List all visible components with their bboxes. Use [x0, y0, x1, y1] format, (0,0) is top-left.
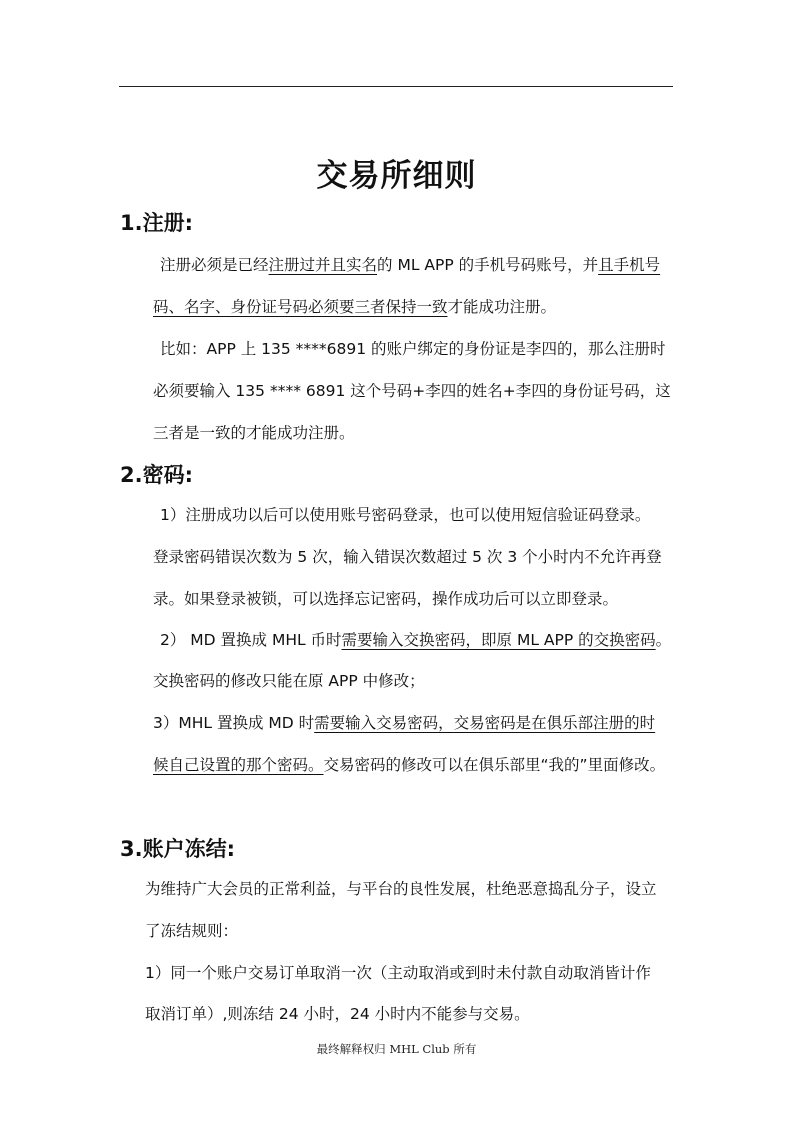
register-example-line-2: 必须要输入 135 **** 6891 这个号码+李四的姓名+李四的身份证号码，这: [153, 382, 671, 400]
register-example-line-1: 比如：APP 上 135 ****6891 的账户绑定的身份证是李四的，那么注册时: [160, 340, 666, 358]
freeze-line-3: 1）同一个账户交易订单取消一次（主动取消或到时未付款自动取消皆计作: [145, 964, 651, 982]
freeze-line-4: 取消订单）,则冻结 24 小时，24 小时内不能参与交易。: [145, 1005, 530, 1023]
underlined-text: 码、名字、身份证号码必须要三者保持一致: [153, 298, 448, 316]
text-run: 3）MHL 置换成 MD 时: [153, 714, 315, 732]
text-run: 。: [655, 631, 672, 649]
text-run: 交易密码的修改可以在俱乐部里“我的”里面修改。: [323, 756, 666, 774]
underlined-text: 注册过并且实名: [268, 256, 378, 274]
text-run: 的 ML APP 的手机号码账号，并: [377, 256, 599, 274]
password-line-5: 交换密码的修改只能在原 APP 中修改；: [153, 672, 425, 690]
text-run: 才能成功注册。: [447, 298, 557, 316]
underlined-text: 需要输入交易密码，交易密码是在俱乐部注册的时: [314, 714, 656, 732]
register-paragraph-line-2: [153, 295, 556, 317]
section-heading-password: 2.密码:: [120, 463, 193, 487]
freeze-line-2: 了冻结规则：: [145, 922, 239, 940]
underlined-text: 候自己设置的那个密码。: [153, 756, 324, 774]
text-run: 2） MD 置换成 MHL 币时: [160, 631, 342, 649]
page-title: 交易所细则: [316, 158, 477, 194]
text-run: 注册必须是已经: [160, 256, 269, 274]
password-line-3: 录。如果登录被锁，可以选择忘记密码，操作成功后可以立即登录。: [153, 590, 619, 608]
underlined-text: 且手机号: [598, 256, 661, 274]
header-rule: [119, 86, 673, 87]
freeze-line-1: 为维持广大会员的正常利益，与平台的良性发展，杜绝恶意捣乱分子，设立: [145, 880, 657, 898]
password-line-1: 1）注册成功以后可以使用账号密码登录，也可以使用短信验证码登录。: [160, 506, 651, 524]
password-line-7: [153, 753, 665, 775]
register-example-line-3: 三者是一致的才能成功注册。: [153, 424, 355, 442]
password-line-6: [153, 711, 655, 733]
section-heading-register: 1.注册:: [120, 211, 193, 235]
footer-note: 最终解释权归 MHL Club 所有: [316, 1042, 477, 1056]
password-line-4: [160, 628, 671, 650]
password-line-2: 登录密码错误次数为 5 次，输入错误次数超过 5 次 3 个小时内不允许再登: [153, 548, 662, 566]
register-paragraph-line-1: [160, 253, 660, 275]
underlined-text: 需要输入交换密码，即原 ML APP 的交换密码: [341, 631, 656, 649]
section-heading-freeze: 3.账户冻结:: [120, 837, 235, 861]
